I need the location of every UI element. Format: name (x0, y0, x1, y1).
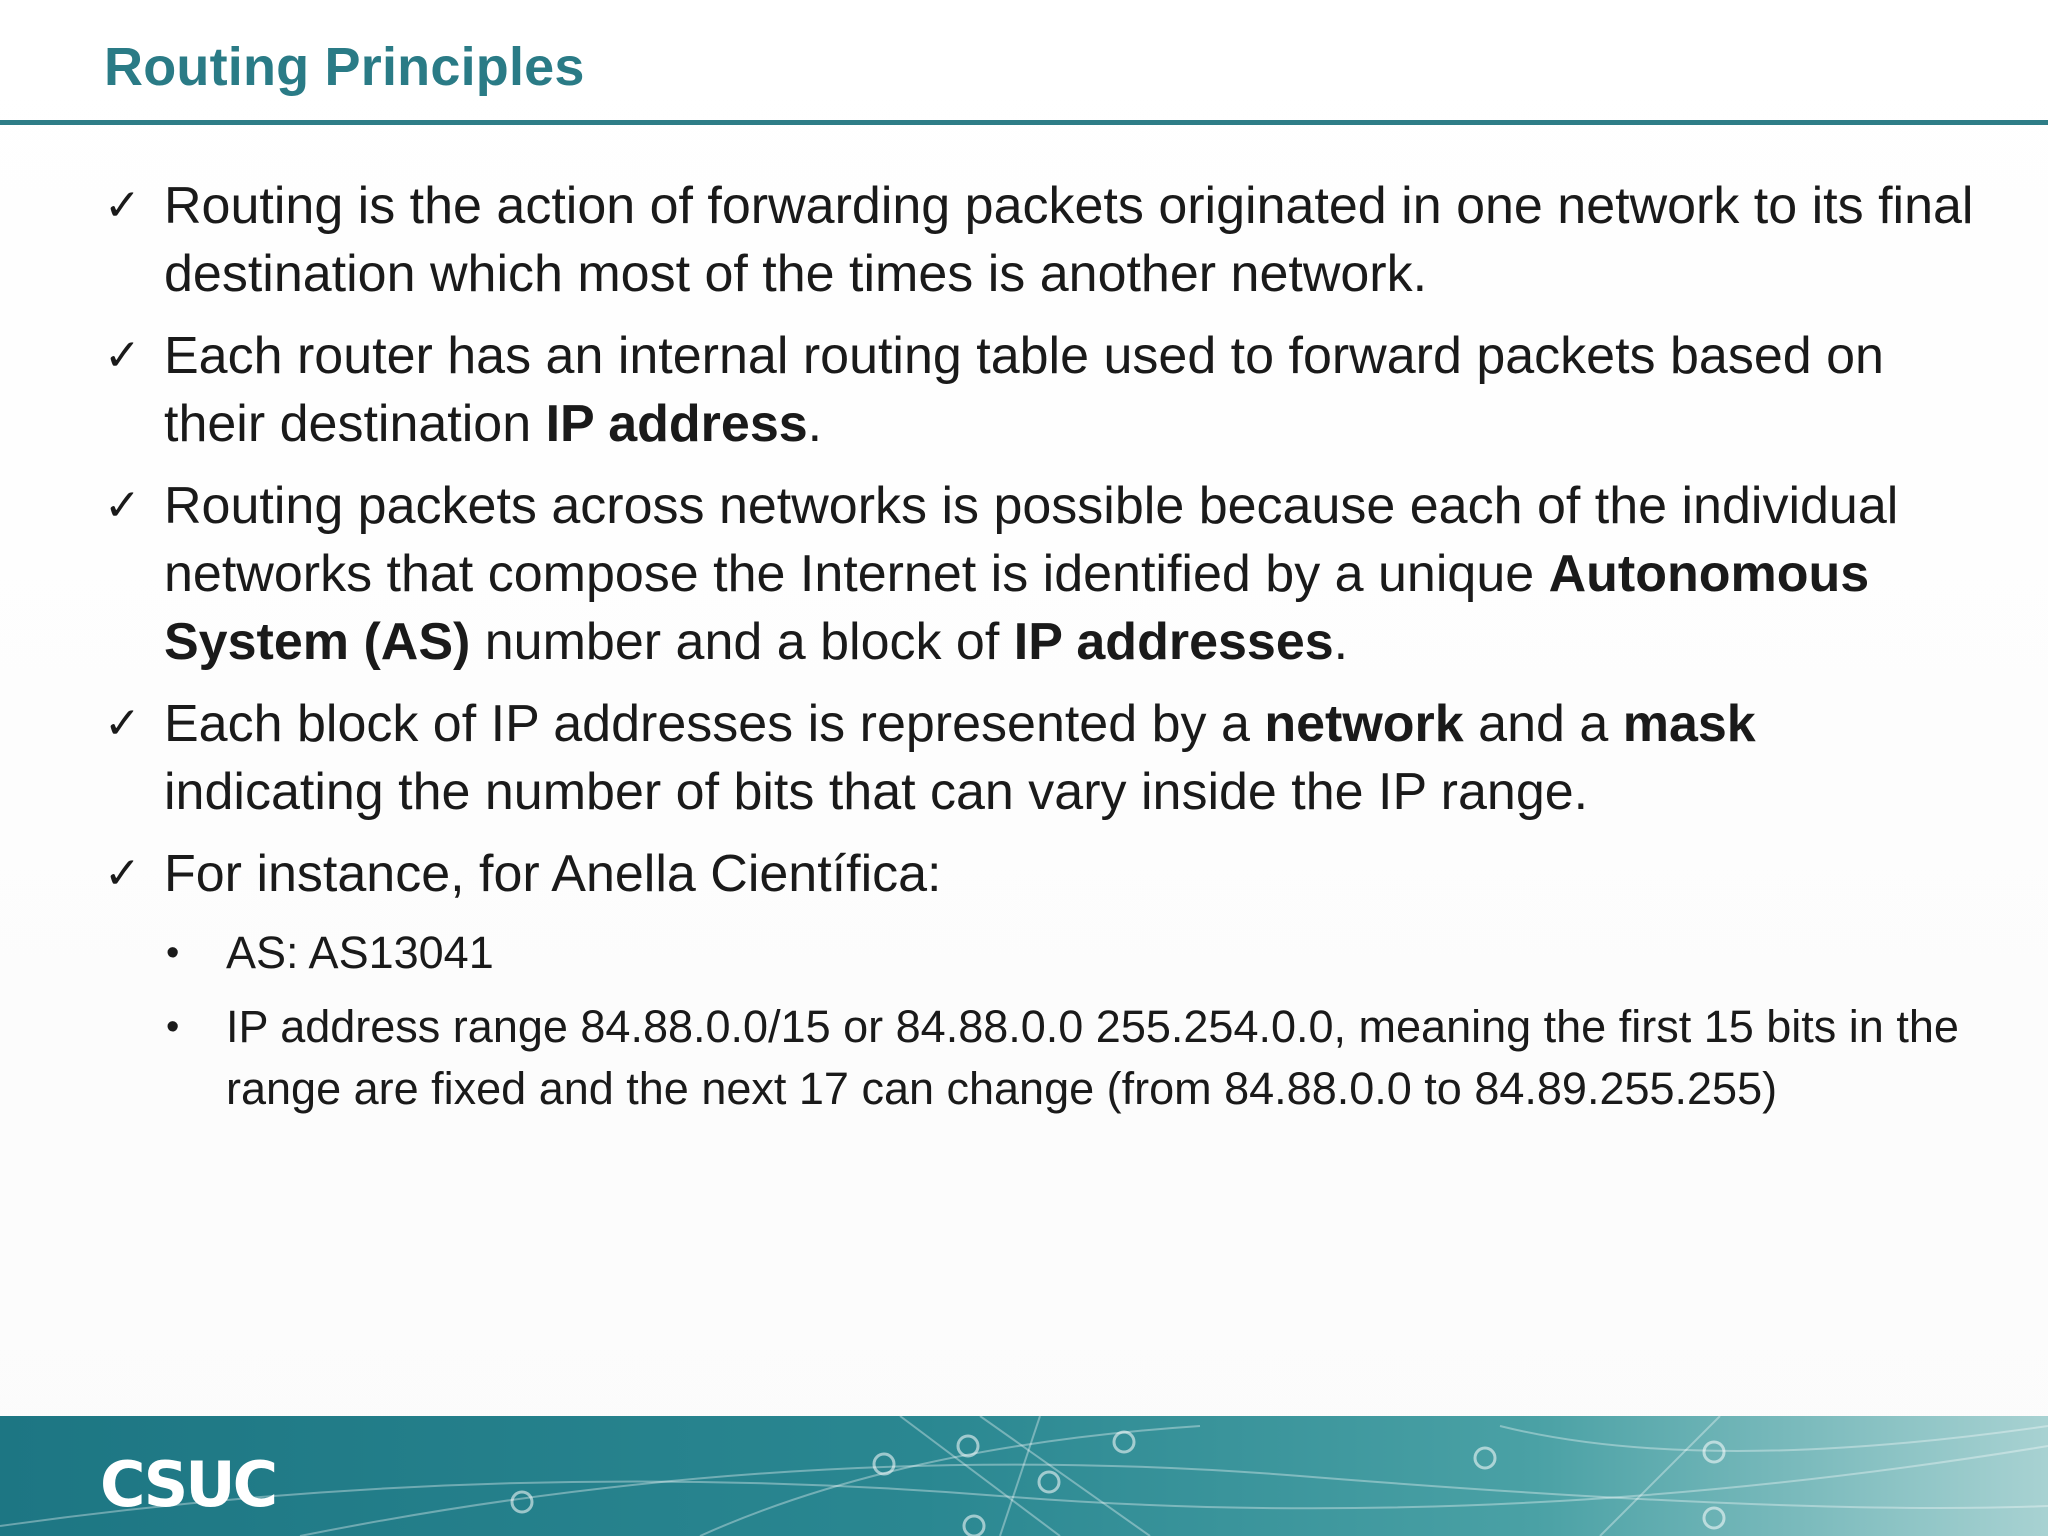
bullet-text: Each block of IP addresses is represented by a (164, 695, 1265, 753)
checkmark-icon: ✓ (104, 330, 141, 381)
bullet-text-end: indicating the number of bits that can vary inside the IP range. (164, 763, 1589, 821)
sub-bullet-item-2 (164, 996, 1984, 1120)
bullet-bold-text: IP addresses (1013, 613, 1334, 671)
bullet-text: Each router has an internal routing table used to forward packets based on their destination (164, 327, 1884, 453)
bullet-text: Routing packets across networks is possible because each of the individual networks that compose the Internet is identified by a unique (164, 477, 1899, 603)
bullet-item-3 (104, 472, 1984, 676)
bullet-text: Routing is the action of forwarding packets originated in one network to its final destination which most of the times is another network. (164, 177, 1974, 303)
bullet-text-mid: number and a block of (470, 613, 1014, 671)
checkmark-icon: ✓ (104, 848, 141, 899)
bullet-text: For instance, for Anella Científica: (164, 845, 942, 903)
bullet-bold-text: mask (1622, 695, 1756, 753)
bullet-bold-text: IP address (545, 395, 808, 453)
bullet-bold-text: network (1264, 695, 1464, 753)
footer-banner (0, 1416, 2048, 1536)
csuc-logo: CSUC (100, 1448, 276, 1521)
checkmark-icon: ✓ (104, 480, 141, 531)
bullet-list (104, 172, 1984, 1132)
bullet-dot-icon: • (166, 932, 180, 974)
bullet-item-4 (104, 690, 1984, 826)
bullet-item-1 (104, 172, 1984, 308)
bullet-item-2 (104, 322, 1984, 458)
bullet-item-5 (104, 840, 1984, 908)
sub-bullet-text: AS: AS13041 (226, 927, 494, 978)
title-divider (0, 120, 2048, 125)
sub-bullet-text: IP address range 84.88.0.0/15 or 84.88.0.0 255.254.0.0, meaning the first 15 bits in the range are fixed and the next 17 can change (from 84.88.0.0 to 84.89.255.255) (226, 1001, 1959, 1114)
slide-title: Routing Principles (104, 37, 585, 97)
network-pattern-graphic (0, 1416, 2048, 1536)
checkmark-icon: ✓ (104, 180, 141, 231)
bullet-text-end: . (807, 395, 823, 453)
bullet-text-mid: and a (1463, 695, 1623, 753)
sub-bullet-item-1 (164, 922, 1984, 984)
bullet-text-end: . (1333, 613, 1349, 671)
bullet-bold-text: Autonomous System (AS) (164, 545, 1870, 671)
bullet-dot-icon: • (166, 1006, 180, 1048)
checkmark-icon: ✓ (104, 698, 141, 749)
